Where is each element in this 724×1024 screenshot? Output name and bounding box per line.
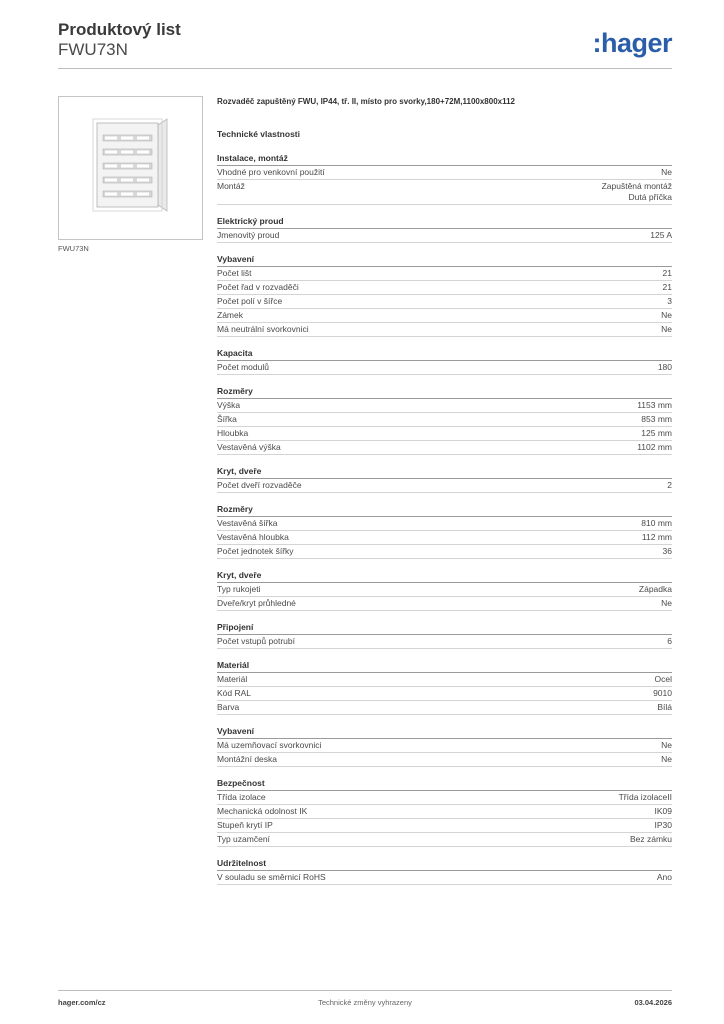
group-title: Vybavení (217, 253, 672, 267)
property-row (217, 701, 672, 715)
hager-logo: :hager (592, 28, 672, 58)
property-value (639, 584, 672, 595)
property-row (217, 427, 672, 441)
footer-note: Technické změny vyhrazeny (318, 998, 412, 1007)
property-value-text: Ne (661, 310, 672, 320)
property-value-text: Zapuštěná montáž (601, 181, 672, 191)
group-title: Bezpečnost (217, 777, 672, 791)
property-label: Barva (217, 702, 240, 712)
property-value-text: Ne (661, 167, 672, 177)
property-value (655, 806, 673, 817)
property-row (217, 281, 672, 295)
property-label: Má neutrální svorkovnici (217, 324, 309, 334)
property-row (217, 635, 672, 649)
property-row (217, 819, 672, 833)
property-row (217, 791, 672, 805)
property-label: Počet jednotek šířky (217, 546, 294, 556)
property-row (217, 545, 672, 559)
property-value-text: 180 (657, 362, 672, 372)
property-value-text: Ne (661, 324, 672, 334)
property-label: Kód RAL (217, 688, 252, 698)
property-label: Mechanická odolnost IK (217, 806, 308, 816)
property-label: Počet polí v šířce (217, 296, 283, 306)
property-row (217, 673, 672, 687)
property-row (217, 531, 672, 545)
property-value-text: 9010 (653, 688, 672, 698)
property-value-text: 21 (662, 268, 672, 278)
property-value-text: Bílá (657, 702, 672, 712)
property-value (663, 282, 672, 293)
property-label: Vestavěná výška (217, 442, 281, 452)
property-value (641, 414, 672, 425)
property-value-text: IP30 (654, 820, 672, 830)
property-value-text: 810 mm (641, 518, 672, 528)
property-value (657, 872, 672, 883)
property-row (217, 517, 672, 531)
property-value-text: 36 (662, 546, 672, 556)
group-title: Instalace, montáž (217, 152, 672, 166)
section-title: Technické vlastnosti (217, 129, 300, 139)
property-value-text: Ne (661, 754, 672, 764)
property-label: Typ uzamčení (217, 834, 270, 844)
distribution-board-icon (59, 97, 202, 239)
property-value (661, 167, 672, 178)
property-row (217, 180, 672, 205)
property-row (217, 229, 672, 243)
property-value-text: Ne (661, 740, 672, 750)
group-title: Kryt, dveře (217, 569, 672, 583)
property-value-text: 3 (667, 296, 672, 306)
property-value (661, 598, 672, 609)
page-header (58, 20, 181, 60)
property-label: Počet řad v rozvaděči (217, 282, 299, 292)
property-value-text: IK09 (654, 806, 672, 816)
property-row (217, 687, 672, 701)
property-groups (217, 152, 672, 885)
product-description: Rozvaděč zapuštěný FWU, IP44, tř. II, místo pro svorky,180+72M,1100x800x112 (217, 97, 515, 106)
property-value-text: Dutá příčka (628, 192, 672, 202)
property-row (217, 309, 672, 323)
property-value-text: Ano (656, 872, 672, 882)
property-value-text: Ocel (654, 674, 672, 684)
property-row (217, 805, 672, 819)
property-label: Zámek (217, 310, 243, 320)
property-label: Počet vstupů potrubí (217, 636, 295, 646)
property-label: Materiál (217, 674, 248, 684)
property-value-text: 21 (662, 282, 672, 292)
property-value-text: 1153 mm (637, 400, 672, 410)
property-value-text: 2 (667, 480, 672, 490)
property-label: Typ rukojeti (217, 584, 261, 594)
property-row (217, 361, 672, 375)
property-label: Vestavěná šířka (217, 518, 278, 528)
property-row (217, 166, 672, 180)
property-value (663, 546, 672, 557)
property-value (630, 834, 672, 845)
property-label: Stupeň krytí IP (217, 820, 273, 830)
page-title: Produktový list (58, 20, 181, 39)
property-value (642, 532, 672, 543)
property-value (658, 362, 672, 373)
property-value (661, 740, 672, 751)
property-label: Vhodné pro venkovní použití (217, 167, 325, 177)
property-row (217, 413, 672, 427)
group-title: Elektrický proud (217, 215, 672, 229)
group-title: Materiál (217, 659, 672, 673)
property-value (667, 480, 672, 491)
property-label: Počet modulů (217, 362, 269, 372)
property-value (661, 754, 672, 765)
property-label: Výška (217, 400, 241, 410)
property-value (667, 296, 672, 307)
property-value (650, 230, 672, 241)
group-title: Rozměry (217, 503, 672, 517)
spec-sheet (217, 96, 672, 885)
property-row (217, 441, 672, 455)
property-row (217, 753, 672, 767)
property-label: Má uzemňovací svorkovnici (217, 740, 322, 750)
property-value (641, 518, 672, 529)
property-row (217, 295, 672, 309)
property-value-text: 112 mm (641, 532, 672, 542)
property-row (217, 597, 672, 611)
property-value (657, 702, 672, 713)
property-value-text: 1102 mm (637, 442, 672, 452)
property-value (655, 820, 673, 831)
property-value-text: 125 A (650, 230, 672, 240)
property-label: Montážní deska (217, 754, 278, 764)
property-value-text: 125 mm (641, 428, 672, 438)
property-row (217, 399, 672, 413)
property-value-text: Třída izolaceII (618, 792, 672, 802)
property-row (217, 833, 672, 847)
property-value-text: Bez zámku (629, 834, 672, 844)
property-value-text: Západka (638, 584, 672, 594)
property-value (653, 688, 672, 699)
group-title: Rozměry (217, 385, 672, 399)
property-value (661, 310, 672, 321)
group-title: Připojení (217, 621, 672, 635)
property-value (663, 268, 672, 279)
product-code: FWU73N (58, 40, 128, 59)
header-divider (58, 68, 672, 69)
product-image (58, 96, 203, 240)
property-label: Počet dveří rozvaděče (217, 480, 302, 490)
image-caption: FWU73N (58, 244, 89, 253)
property-label: Dveře/kryt průhledné (217, 598, 296, 608)
property-value (641, 428, 672, 439)
property-value-text: 6 (667, 636, 672, 646)
property-row (217, 871, 672, 885)
property-label: V souladu se směrnicí RoHS (217, 872, 326, 882)
property-label: Šířka (217, 414, 237, 424)
property-row (217, 323, 672, 337)
property-row (217, 583, 672, 597)
property-label: Jmenovitý proud (217, 230, 280, 240)
footer-date: 03.04.2026 (634, 998, 672, 1007)
property-value (637, 442, 672, 453)
property-label: Třída izolace (217, 792, 266, 802)
property-value (667, 636, 672, 647)
property-label: Montáž (217, 181, 245, 191)
property-value (661, 324, 672, 335)
property-label: Vestavěná hloubka (217, 532, 289, 542)
group-title: Udržitelnost (217, 857, 672, 871)
property-row (217, 739, 672, 753)
footer-website[interactable]: hager.com/cz (58, 998, 106, 1007)
property-value (602, 181, 672, 203)
property-label: Počet lišt (217, 268, 252, 278)
property-row (217, 479, 672, 493)
group-title: Vybavení (217, 725, 672, 739)
group-title: Kapacita (217, 347, 672, 361)
group-title: Kryt, dveře (217, 465, 672, 479)
property-value (637, 400, 672, 411)
property-value-text: Ne (661, 598, 672, 608)
property-label: Hloubka (217, 428, 249, 438)
property-row (217, 267, 672, 281)
property-value (619, 792, 672, 803)
footer-divider (58, 990, 672, 991)
property-value (655, 674, 672, 685)
property-value-text: 853 mm (641, 414, 672, 424)
